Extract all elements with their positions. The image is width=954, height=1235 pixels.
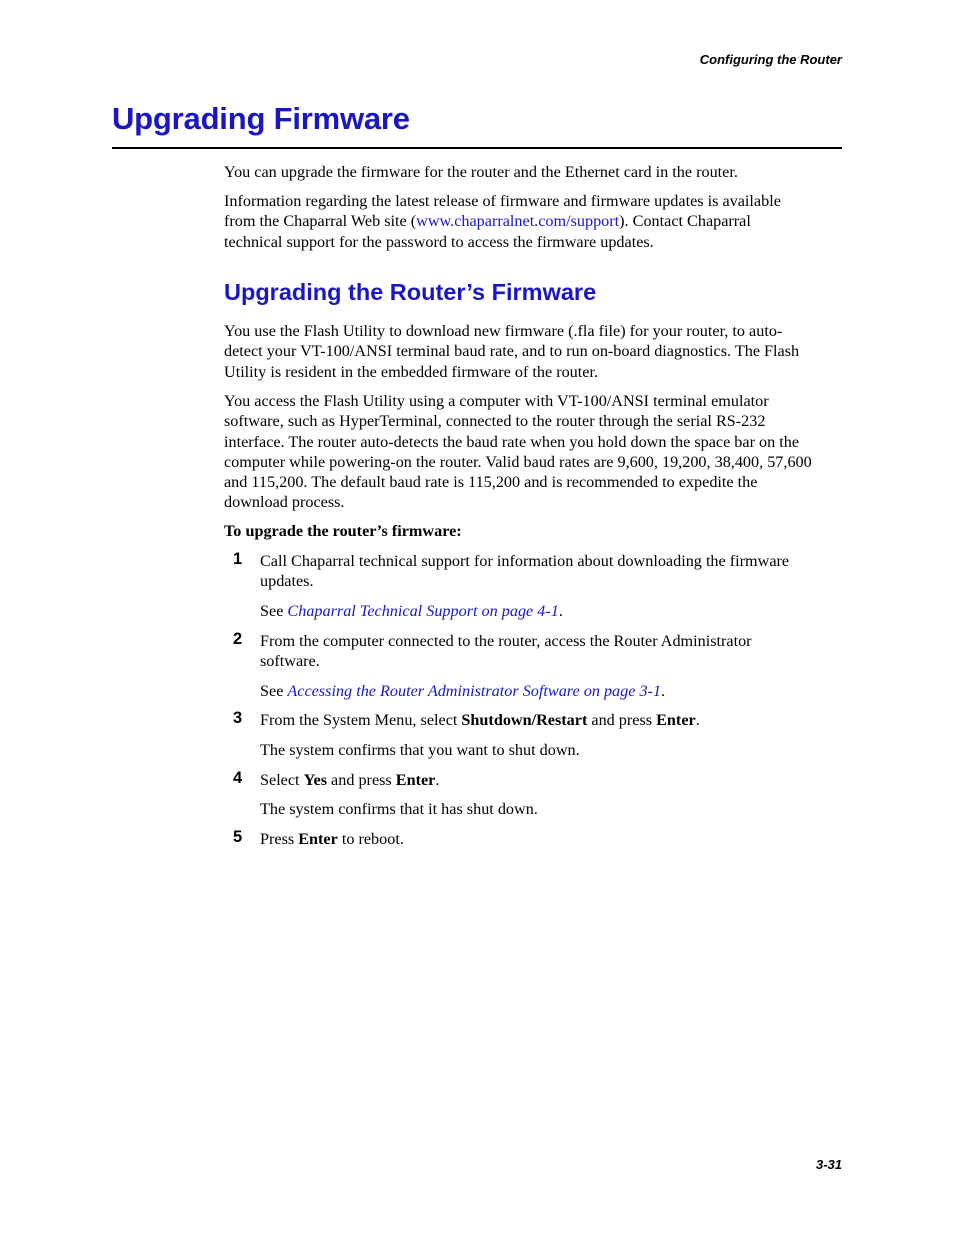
para-2-line: computer while powering-on the router. Valid baud rates are 9,600, 19,200, 38,400, 57,600 [224, 452, 812, 471]
step-1-line-2: updates. [260, 572, 314, 591]
option-yes: Yes [303, 771, 327, 789]
step-number-1: 1 [233, 550, 243, 568]
step-2-see-also [260, 681, 842, 701]
step-2-line-1: From the computer connected to the router, access the Router Administrator [260, 632, 752, 650]
key-enter: Enter [298, 830, 338, 848]
intro-2-line-2 [224, 211, 844, 231]
see-suffix: . [558, 602, 563, 620]
para-2-line: interface. The router auto-detects the baud rate when you hold down the space bar on the [224, 432, 800, 451]
xref-router-administrator[interactable]: Accessing the Router Administrator Software on page 3-1 [287, 682, 662, 700]
intro-paragraph-2 [224, 191, 844, 252]
step-3-text [260, 710, 842, 730]
para-2-line: and 115,200. The default baud rate is 115,200 and is recommended to expedite the [224, 473, 758, 492]
intro-paragraph-1: You can upgrade the firmware for the router and the Ethernet card in the router. [224, 163, 738, 181]
step-3-result: The system confirms that you want to shut down. [260, 741, 580, 759]
menu-item-shutdown-restart: Shutdown/Restart [461, 711, 588, 729]
xref-technical-support[interactable]: Chaparral Technical Support on page 4-1 [287, 602, 559, 620]
step-number-3: 3 [233, 709, 243, 727]
para-2-line: You access the Flash Utility using a computer with VT-100/ANSI terminal emulator [224, 392, 769, 410]
para-1-line: Utility is resident in the embedded firmware of the router. [224, 362, 599, 381]
flash-utility-paragraph-1 [224, 321, 844, 382]
website-link[interactable]: www.chaparralnet.com/support [416, 212, 620, 231]
para-2-line: download process. [224, 493, 345, 512]
step-number-4: 4 [233, 769, 243, 787]
intro-2-line-3: technical support for the password to access the firmware updates. [224, 232, 654, 251]
section-title: Upgrading Firmware [112, 101, 410, 136]
see-prefix: See [260, 602, 288, 620]
see-suffix: . [661, 682, 666, 700]
step-5-text [260, 829, 842, 849]
see-prefix: See [260, 682, 288, 700]
step-3-mid: and press [587, 711, 657, 729]
step-3-post: . [695, 711, 700, 729]
step-4-pre: Select [260, 771, 304, 789]
step-5-pre: Press [260, 830, 299, 848]
step-4-post: . [435, 771, 440, 789]
title-rule [112, 147, 842, 149]
step-4-result: The system confirms that it has shut down. [260, 800, 538, 818]
step-2-line-2: software. [260, 652, 320, 671]
step-number-2: 2 [233, 630, 243, 648]
running-header: Configuring the Router [699, 52, 842, 67]
key-enter: Enter [656, 711, 696, 729]
page-number: 3-31 [815, 1157, 842, 1172]
step-5-post: to reboot. [337, 830, 404, 848]
para-1-line: detect your VT-100/ANSI terminal baud rate, and to run on-board diagnostics. The Flash [224, 342, 800, 361]
step-number-5: 5 [233, 828, 243, 846]
flash-utility-paragraph-2 [224, 391, 844, 513]
key-enter: Enter [395, 771, 436, 789]
para-2-line: software, such as HyperTerminal, connected to the router through the serial RS-232 [224, 412, 766, 431]
step-2-text [260, 631, 842, 672]
para-1-line: You use the Flash Utility to download new firmware (.fla file) for your router, to auto- [224, 322, 783, 340]
subsection-title: Upgrading the Router’s Firmware [224, 279, 597, 305]
procedure-heading: To upgrade the router’s firmware: [224, 522, 462, 540]
step-1-text [260, 551, 842, 592]
step-4-mid: and press [327, 771, 396, 789]
intro-2-post: ). Contact Chaparral [619, 212, 751, 231]
step-4-text [260, 770, 842, 790]
step-1-line-1: Call Chaparral technical support for information about downloading the firmware [260, 552, 790, 570]
intro-2-pre: from the Chaparral Web site ( [224, 212, 417, 231]
step-1-see-also [260, 601, 842, 621]
intro-2-line-1: Information regarding the latest release of firmware and firmware updates is available [224, 192, 781, 210]
step-3-pre: From the System Menu, select [260, 711, 462, 729]
